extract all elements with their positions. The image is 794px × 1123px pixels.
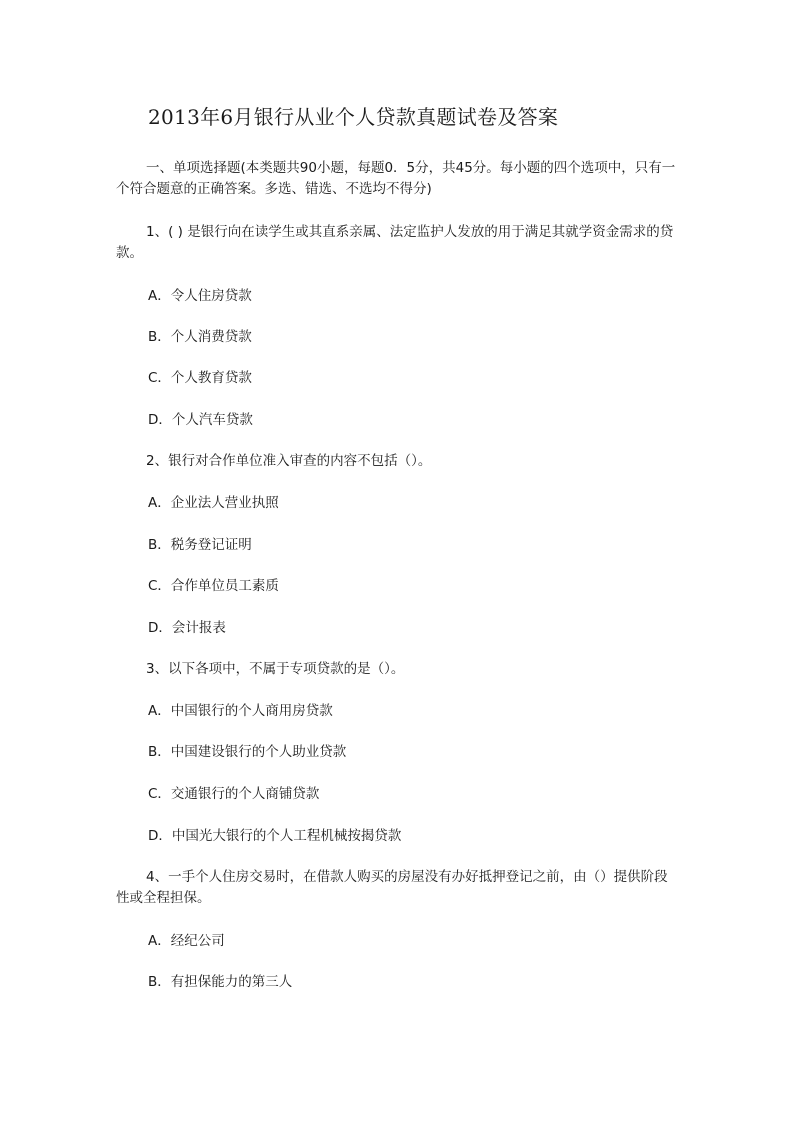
question-2-option-c: C．合作单位员工素质	[148, 578, 279, 594]
question-4-stem-text: 4、一手个人住房交易时，在借款人购买的房屋没有办好抵押登记之前，由（）提供阶段性或全程担保。	[116, 869, 668, 906]
question-3-stem	[116, 659, 676, 680]
question-4-option-a: A．经纪公司	[148, 933, 225, 949]
question-3-option-b: B．中国建设银行的个人助业贷款	[148, 744, 347, 760]
question-1-stem	[116, 222, 676, 264]
question-2-stem	[116, 451, 676, 472]
question-2-option-d: D．会计报表	[148, 620, 226, 636]
question-1-option-d: D．个人汽车贷款	[148, 412, 253, 428]
section-heading-text: 一、单项选择题(本类题共90小题，每题0．5分，共45分。每小题的四个选项中，只有一个符合题意的正确答案。多选、错选、不选均不得分)	[116, 160, 676, 197]
question-3-option-d: D．中国光大银行的个人工程机械按揭贷款	[148, 828, 402, 844]
question-2-stem-text: 2、银行对合作单位准入审查的内容不包括（）。	[146, 453, 432, 469]
question-1-stem-text: 1、( ) 是银行向在读学生或其直系亲属、法定监护人发放的用于满足其就学资金需求的贷款。	[116, 224, 674, 261]
question-1-option-b: B．个人消费贷款	[148, 329, 252, 345]
question-3-option-c: C．交通银行的个人商铺贷款	[148, 786, 320, 802]
document-title: 2013年6月银行从业个人贷款真题试卷及答案	[148, 105, 559, 129]
question-3-option-a: A．中国银行的个人商用房贷款	[148, 703, 333, 719]
question-4-option-b: B．有担保能力的第三人	[148, 974, 293, 990]
question-2-option-b: B．税务登记证明	[148, 537, 252, 553]
question-1-option-c: C．个人教育贷款	[148, 370, 252, 386]
question-2-option-a: A．企业法人营业执照	[148, 495, 279, 511]
question-4-stem	[116, 867, 676, 909]
section-heading	[116, 158, 676, 200]
question-1-option-a: A．令人住房贷款	[148, 288, 252, 304]
question-3-stem-text: 3、以下各项中，不属于专项贷款的是（）。	[146, 661, 405, 677]
